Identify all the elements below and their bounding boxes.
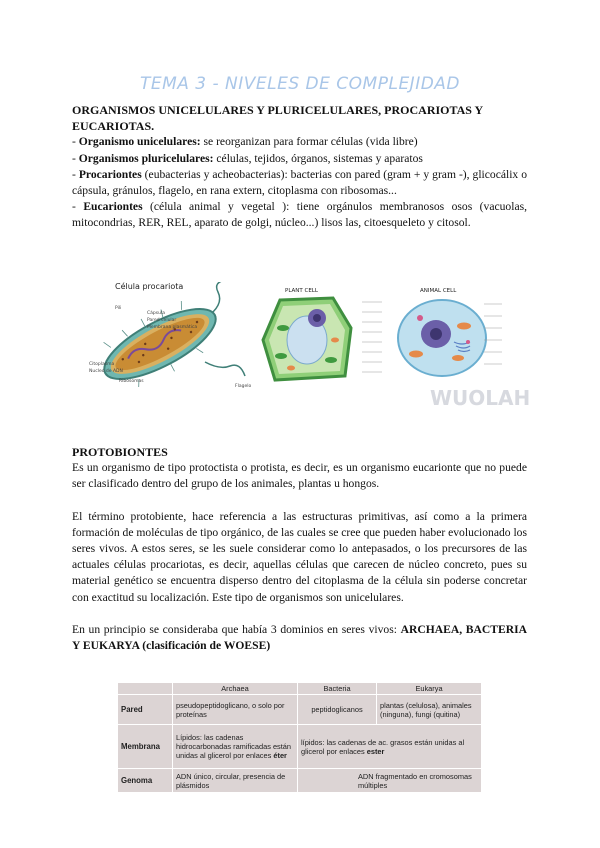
list-item: - Procariontes (eubacterias y acheobacterias): bacterias con pared (gram + y gram -), glicocálix o cápsula, gránulos, flagelo, en rana extern, citoplasma con ribosomas... bbox=[72, 167, 527, 198]
label-pili: Pili bbox=[115, 306, 122, 311]
list-item: - Organismos pluricelulares: células, tejidos, órganos, sistemas y aparatos bbox=[72, 151, 423, 165]
list-item: - Eucariontes (célula animal y vegetal ): tiene orgánulos membranosos osos (vacuolas, mitocondrias, RER, REL, aparato de golgi, núcleo...) lisos las, citoesqueleto y citosol. bbox=[72, 200, 527, 230]
table-cell: peptidoglicanos bbox=[298, 695, 377, 725]
section-heading: PROTOBIONTES bbox=[72, 445, 168, 459]
table-cell: lípidos: las cadenas de ac. grasos están unidas al glicerol por enlaces ester bbox=[298, 725, 482, 769]
plant-cell-title: PLANT CELL bbox=[285, 288, 318, 294]
paragraph: El término protobiente, hace referencia a las estructuras primitivas, así como a la primera formación de moléculas de tipo orgánico, de las cuales se cree que pueden haber evolucionado los seres vivos. A estos seres, se les suele considerar como lo antepasados, o los precursores de las actuales células procariotas, es decir, aquellas células que carecen de núcleo concreto, pues su material genético se encuentra disperso dentro del citoplasma de la célula sin poderse concretar con exactitud su localización. Este tipo de organismos son unicelulares. bbox=[72, 509, 527, 604]
prokaryotic-cell-figure bbox=[85, 282, 255, 397]
figure-title: Célula procariota bbox=[115, 282, 184, 291]
table-header-row bbox=[118, 683, 482, 695]
label-ribosomas: Ribosomas bbox=[119, 379, 144, 384]
row-label: Membrana bbox=[118, 725, 173, 769]
animal-cell-figure bbox=[392, 288, 531, 410]
paragraph: Es un organismo de tipo protoctista o protista, es decir, es un organismo eucarionte que no puede ser clasificado dentro del grupo de los animales, plantas u hongos. bbox=[72, 461, 527, 491]
table-header: Bacteria bbox=[298, 683, 377, 695]
label-nucleo: Nucleo de ADN bbox=[89, 369, 123, 374]
label-pared: Pared celular bbox=[147, 318, 177, 323]
row-label: Genoma bbox=[118, 769, 173, 793]
animal-cell-title: ANIMAL CELL bbox=[420, 288, 457, 294]
watermark: WUOLAH bbox=[430, 386, 531, 410]
animal-cell-drawing bbox=[392, 288, 492, 380]
label-flagelo: Flagelo bbox=[235, 384, 252, 389]
label-membrana: Membrana plasmática bbox=[147, 325, 198, 330]
table-header: Archaea bbox=[173, 683, 298, 695]
section-organismos bbox=[72, 102, 527, 232]
animal-cell-labels bbox=[484, 300, 508, 370]
paragraph: En un principio se consideraba que había 3 dominios en seres vivos: ARCHAEA, BACTERIA Y EUKARYA (clasificación de WOESE) bbox=[72, 622, 527, 653]
table-header bbox=[118, 683, 173, 695]
table-row bbox=[118, 695, 482, 725]
woese-table bbox=[117, 682, 482, 793]
label-lines-animal bbox=[484, 300, 508, 370]
table-cell: ADN fragmentado en cromosomas múltiples bbox=[298, 769, 482, 793]
table-cell: pseudopeptidoglicano, o solo por proteínas bbox=[173, 695, 298, 725]
plant-cell-labels bbox=[362, 298, 386, 378]
table-cell: Lípidos: las cadenas hidrocarbonadas ramificadas están unidas al glicerol por enlaces éter bbox=[173, 725, 298, 769]
prokaryotic-cell-drawing bbox=[85, 282, 255, 397]
row-label: Pared bbox=[118, 695, 173, 725]
label-lines-plant bbox=[362, 298, 386, 378]
table-cell: plantas (celulosa), animales (ninguna), fungi (quitina) bbox=[377, 695, 482, 725]
table-row bbox=[118, 769, 482, 793]
plant-cell-figure bbox=[255, 288, 360, 388]
list-item: - Organismo unicelulares: se reorganizan para formar células (vida libre) bbox=[72, 135, 418, 149]
plant-cell-drawing bbox=[255, 288, 360, 388]
page-title: TEMA 3 - NIVELES DE COMPLEJIDAD bbox=[139, 74, 461, 94]
table-header: Eukarya bbox=[377, 683, 482, 695]
table-row bbox=[118, 725, 482, 769]
section-protobiontes bbox=[72, 444, 527, 654]
label-citoplasma: Citoplasma bbox=[89, 362, 115, 367]
label-capsula: Cápsula bbox=[147, 311, 165, 316]
table-cell: ADN único, circular, presencia de plásmidos bbox=[173, 769, 298, 793]
section-heading: ORGANISMOS UNICELULARES Y PLURICELULARES, PROCARIOTAS Y EUCARIOTAS. bbox=[72, 103, 483, 134]
